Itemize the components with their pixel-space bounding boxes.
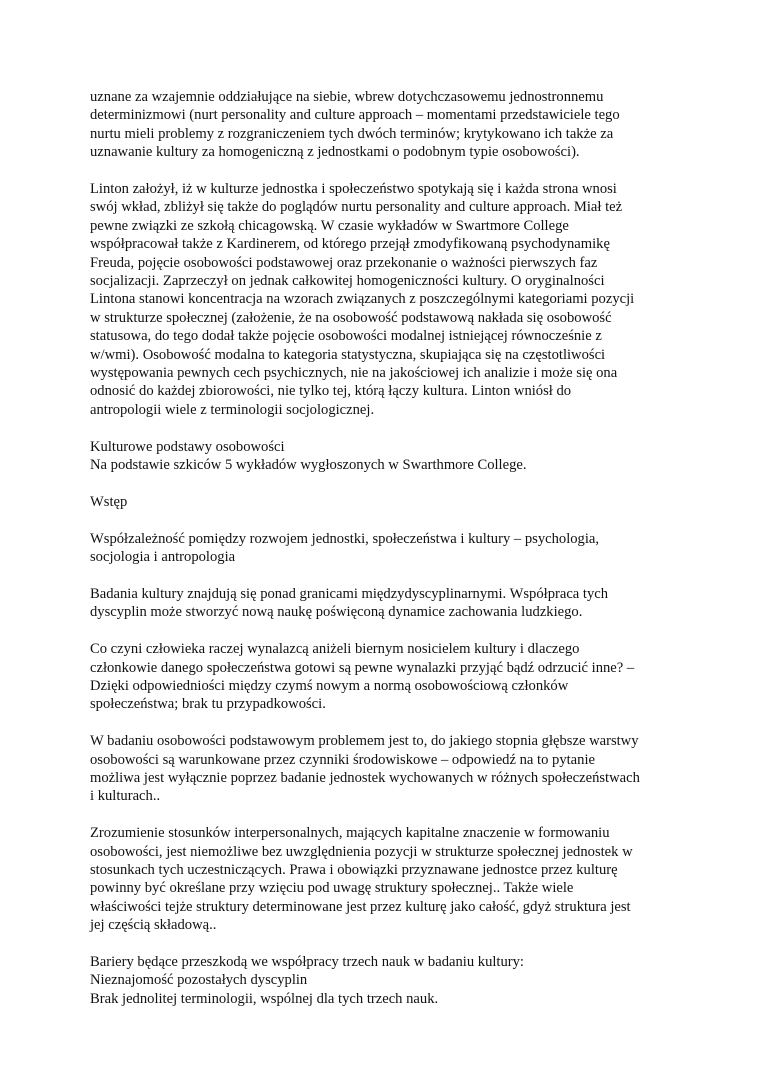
text-line: powinny być określane przy wzięciu pod uwagę struktury społecznej.. Także wiele — [90, 880, 574, 897]
text-line: Badania kultury znajdują się ponad granicami międzydyscyplinarnymi. Współpraca tych — [90, 585, 609, 602]
text-line: Freuda, pojęcie osobowości podstawowej oraz przekonanie o ważności pierwszych faz — [90, 254, 598, 271]
text-line: Linton założył, iż w kulturze jednostka i społeczeństwo spotykają się i każda strona wnosi — [90, 181, 617, 198]
paragraph — [90, 953, 675, 1008]
text-line: W badaniu osobowości podstawowym problemem jest to, do jakiego stopnia głębsze warstwy — [90, 733, 639, 750]
text-line: odnosić do każdej zbiorowości, nie tylko tej, którą łączy kultura. Linton wniósł do — [90, 383, 572, 400]
text-line: Brak jednolitej terminologii, wspólnej dla tych trzech nauk. — [90, 990, 439, 1007]
text-line: w strukturze społecznej (założenie, że na osobowość podstawową nakłada się osobowość — [90, 309, 612, 326]
text-line: Bariery będące przeszkodą we współpracy trzech nauk w badaniu kultury: — [90, 953, 524, 970]
text-line: jej częścią składową.. — [90, 917, 217, 934]
paragraph — [90, 438, 675, 475]
text-line: nurtu mieli problemy z rozgraniczeniem tych dwóch terminów; krytykowano ich także za — [90, 125, 614, 142]
text-line: uznane za wzajemnie oddziałujące na siebie, wbrew dotychczasowemu jednostronnemu — [90, 89, 604, 105]
text-line: swój wkład, zbliżył się także do poglądów nurtu personality and culture approach. Miał też — [90, 199, 623, 216]
paragraph — [90, 824, 675, 934]
text-line: Kulturowe podstawy osobowości — [90, 438, 285, 455]
text-line: w/wmi). Osobowość modalna to kategoria statystyczna, skupiająca się na częstotliwości — [90, 346, 606, 363]
text-line: uznawanie kultury za homogeniczną z jednostkami o podobnym typie osobowości). — [90, 144, 580, 161]
text-line: występowania pewnych cech psychicznych, nie na jakościowej ich analizie i może się ona — [90, 365, 618, 382]
paragraph — [90, 493, 675, 511]
text-line: możliwa jest wyłącznie poprzez badanie jednostek wychowanych w różnych społeczeństwach — [90, 769, 640, 786]
text-line: antropologii wiele z terminologii socjologicznej. — [90, 401, 375, 418]
text-line: Nieznajomość pozostałych dyscyplin — [90, 972, 308, 989]
text-line: Współzależność pomiędzy rozwojem jednostki, społeczeństwa i kultury – psychologia, — [90, 530, 600, 547]
text-line: osobowości są warunkowane przez czynniki środowiskowe – odpowiedź na to pytanie — [90, 751, 595, 768]
text-line: osobowości, jest niemożliwe bez uwzględnienia pozycji w strukturze społecznej jednostek w — [90, 843, 633, 860]
paragraph — [90, 180, 675, 419]
document-body — [90, 88, 675, 1027]
text-line: determinizmowi (nurt personality and culture approach – momentami przedstawiciele tego — [90, 107, 620, 124]
text-line: Wstęp — [90, 493, 128, 510]
text-line: Lintona stanowi koncentracja na wzorach związanych z poszczególnymi kategoriami pozycji — [90, 291, 635, 308]
paragraph — [90, 640, 675, 714]
text-line: właściwości tejże struktury determinowane jest przez kulturę jako całość, gdyż struktura jest — [90, 898, 631, 915]
text-line: i kulturach.. — [90, 788, 161, 805]
text-line: stosunkach tych uczestniczących. Prawa i obowiązki przyznawane jednostce przez kulturę — [90, 861, 618, 878]
text-line: Dzięki odpowiedniości między czymś nowym a normą osobowościową członków — [90, 677, 569, 694]
text-line: współpracował także z Kardinerem, od którego przejął zmodyfikowaną psychodynamikę — [90, 236, 610, 253]
text-line: dyscyplin może stworzyć nową naukę poświęconą dynamice zachowania ludzkiego. — [90, 604, 583, 621]
text-line: statusowa, do tego dodał także pojęcie osobowości modalnej istniejącej równocześnie z — [90, 328, 602, 345]
text-line: Na podstawie szkiców 5 wykładów wygłoszonych w Swarthmore College. — [90, 457, 527, 474]
text-line: członkowie danego społeczeństwa gotowi są pewne wynalazki przyjąć bądź odrzucić inne? – — [90, 659, 635, 676]
text-line: Zrozumienie stosunków interpersonalnych, mających kapitalne znaczenie w formowaniu — [90, 825, 610, 842]
text-line: socjologia i antropologia — [90, 549, 236, 566]
paragraph — [90, 585, 675, 622]
paragraph — [90, 732, 675, 806]
text-line: społeczeństwa; brak tu przypadkowości. — [90, 696, 326, 713]
paragraph — [90, 530, 675, 567]
text-line: socjalizacji. Zaprzeczył on jednak całkowitej homogeniczności kultury. O oryginalności — [90, 273, 605, 290]
text-line: Co czyni człowieka raczej wynalazcą aniżeli biernym nosicielem kultury i dlaczego — [90, 641, 580, 658]
paragraph — [90, 88, 675, 162]
text-line: pewne związki ze szkołą chicagowską. W czasie wykładów w Swartmore College — [90, 217, 569, 234]
